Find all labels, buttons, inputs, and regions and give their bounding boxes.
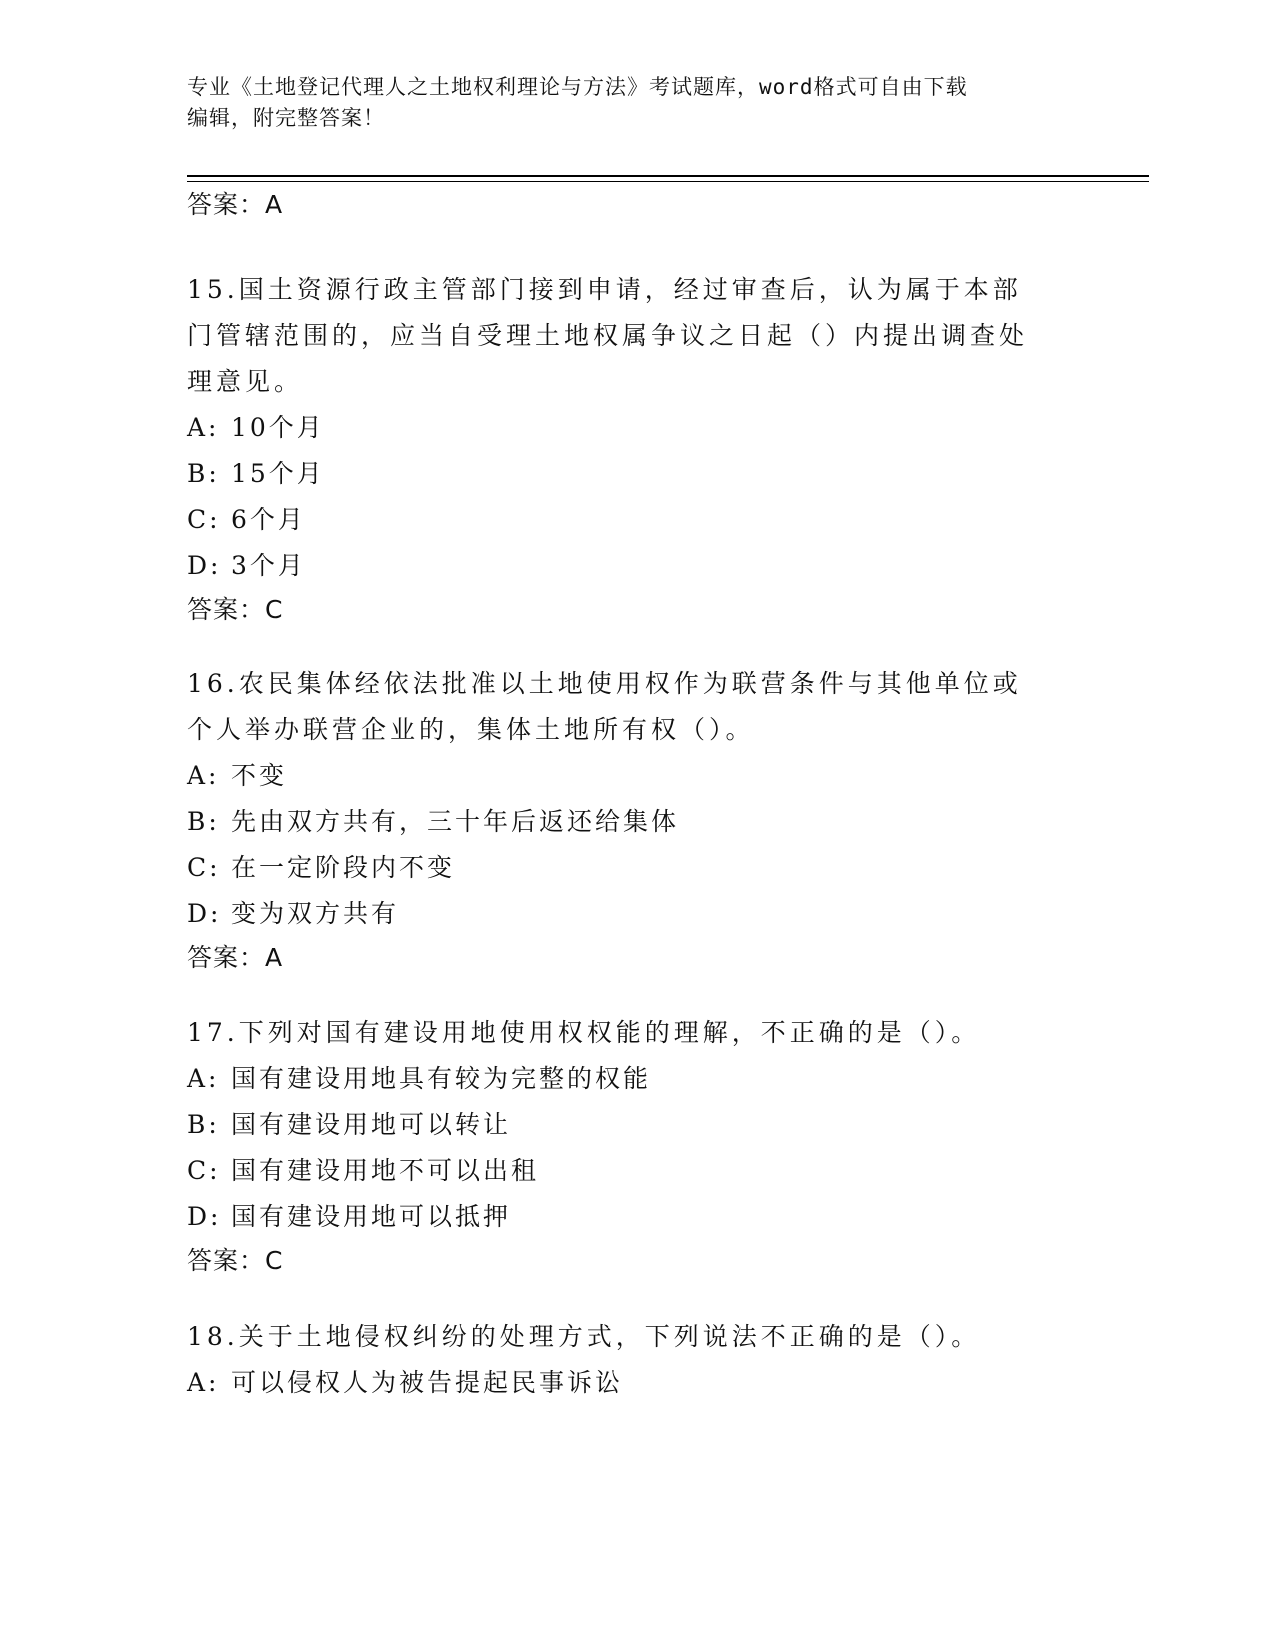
answer-16: 答案：A <box>187 943 284 972</box>
option-letter: C: <box>187 853 221 882</box>
option-letter: A: <box>187 761 220 790</box>
question-15-text <box>187 267 1047 405</box>
question-17 <box>187 1010 1087 1278</box>
question-16-text <box>187 661 1047 753</box>
option-text: 不变 <box>231 761 288 790</box>
option-letter: B: <box>187 1110 220 1139</box>
header-divider-thin <box>187 181 1149 182</box>
option-c <box>187 845 1087 891</box>
option-text: 国有建设用地可以转让 <box>231 1110 512 1139</box>
option-c <box>187 497 1087 543</box>
option-text: 3个月 <box>231 551 306 580</box>
option-b <box>187 451 1087 497</box>
option-a <box>187 753 1087 799</box>
option-text: 国有建设用地具有较为完整的权能 <box>231 1064 652 1093</box>
question-number: 18. <box>187 1322 239 1351</box>
question-number: 15. <box>187 275 239 304</box>
option-text: 10个月 <box>231 413 325 442</box>
option-text: 在一定阶段内不变 <box>231 853 456 882</box>
question-18 <box>187 1314 1087 1406</box>
option-text: 国有建设用地可以抵押 <box>231 1202 512 1231</box>
header-line-1: 专业《土地登记代理人之土地权利理论与方法》考试题库，word格式可自由下载 <box>187 75 968 99</box>
question-stem: 关于土地侵权纠纷的处理方式，下列说法不正确的是（）。 <box>238 1322 981 1351</box>
question-number: 16. <box>187 669 239 698</box>
document-header <box>187 72 1087 134</box>
option-d <box>187 543 1087 589</box>
option-letter: D: <box>187 1202 222 1231</box>
question-16 <box>187 661 1087 975</box>
option-b <box>187 799 1087 845</box>
option-text: 先由双方共有，三十年后返还给集体 <box>231 807 680 836</box>
option-letter: D: <box>187 551 222 580</box>
option-letter: A: <box>187 1368 220 1397</box>
option-text: 6个月 <box>231 505 306 534</box>
header-line-2: 编辑，附完整答案！ <box>187 106 385 130</box>
option-text: 国有建设用地不可以出租 <box>231 1156 540 1185</box>
option-letter: D: <box>187 899 222 928</box>
option-text: 可以侵权人为被告提起民事诉讼 <box>231 1368 624 1397</box>
answer-15: 答案：C <box>187 595 284 624</box>
question-17-text <box>187 1010 1087 1056</box>
question-18-text <box>187 1314 1087 1360</box>
header-divider-thick <box>187 175 1149 177</box>
question-stem: 下列对国有建设用地使用权权能的理解，不正确的是（）。 <box>238 1018 981 1047</box>
option-a <box>187 1360 1087 1406</box>
question-number: 17. <box>187 1018 239 1047</box>
option-letter: B: <box>187 459 220 488</box>
option-letter: A: <box>187 413 220 442</box>
option-text: 变为双方共有 <box>231 899 400 928</box>
question-stem: 国土资源行政主管部门接到申请，经过审查后，认为属于本部门管辖范围的，应当自受理土地权属争议之日起（）内提出调查处理意见。 <box>187 275 1029 396</box>
option-d <box>187 1194 1087 1240</box>
option-c <box>187 1148 1087 1194</box>
option-letter: B: <box>187 807 220 836</box>
answer-17: 答案：C <box>187 1246 284 1275</box>
option-b <box>187 1102 1087 1148</box>
option-letter: C: <box>187 1156 221 1185</box>
option-a <box>187 1056 1087 1102</box>
option-letter: A: <box>187 1064 220 1093</box>
previous-answer: 答案：A <box>187 190 284 219</box>
option-letter: C: <box>187 505 221 534</box>
option-a <box>187 405 1087 451</box>
option-d <box>187 891 1087 937</box>
question-stem: 农民集体经依法批准以土地使用权作为联营条件与其他单位或个人举办联营企业的，集体土地所有权（）。 <box>187 669 1022 744</box>
question-15 <box>187 267 1087 627</box>
option-text: 15个月 <box>231 459 325 488</box>
